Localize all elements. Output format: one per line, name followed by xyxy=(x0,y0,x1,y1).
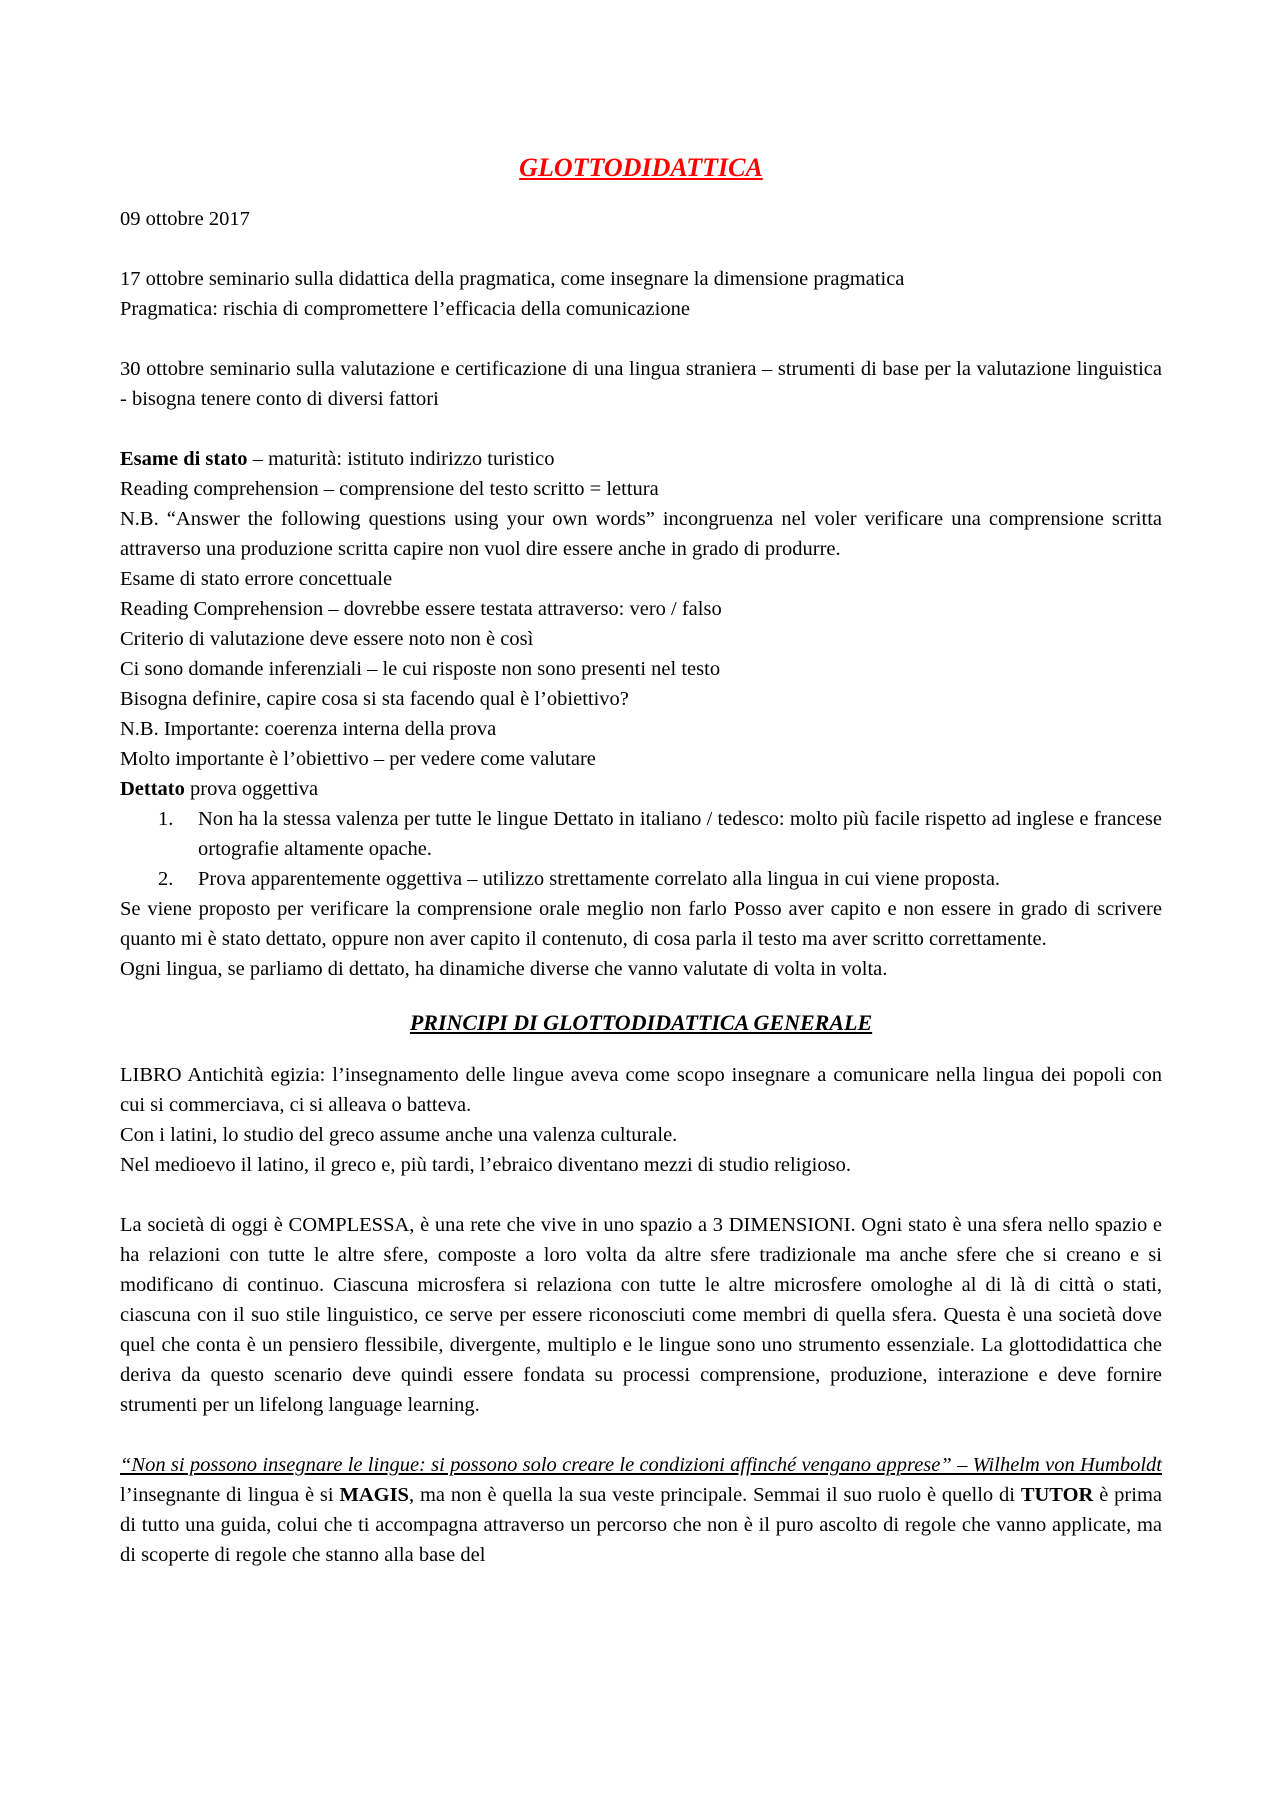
reading-comprehension-2: Reading Comprehension – dovrebbe essere testata attraverso: vero / falso xyxy=(120,598,722,620)
section-title: PRINCIPI DI GLOTTODIDATTICA GENERALE xyxy=(409,1010,873,1035)
tutor-term: TUTOR xyxy=(1020,1484,1094,1506)
esame-di-stato-label: Esame di stato xyxy=(120,448,248,470)
dettato-text: prova oggettiva xyxy=(184,778,319,800)
magis-term: MAGIS xyxy=(339,1484,409,1506)
nb-answer-questions: N.B. “Answer the following questions using your own words” incongruenza nel voler verificare una comprensione scritta attraverso una produzione scritta capire non vuol dire essere anche in grado di produrre. xyxy=(120,508,1162,560)
molto-importante: Molto importante è l’obiettivo – per vedere come valutare xyxy=(120,748,596,770)
seminar-pragmatica: 17 ottobre seminario sulla didattica della pragmatica, come insegnare la dimensione pragmatica xyxy=(120,268,905,290)
esame-errore: Esame di stato errore concettuale xyxy=(120,568,393,590)
list-item xyxy=(120,864,1162,894)
list-number: 1. xyxy=(158,808,174,830)
paragraph-text: , ma non è quella la sua veste principale. Semmai il suo ruolo è quello di xyxy=(408,1484,1021,1506)
dettato-label: Dettato xyxy=(120,778,185,800)
pragmatica-note: Pragmatica: rischia di compromettere l’efficacia della comunicazione xyxy=(120,298,690,320)
document-title: GLOTTODIDATTICA xyxy=(519,153,763,182)
date: 09 ottobre 2017 xyxy=(120,208,250,230)
ogni-lingua: Ogni lingua, se parliamo di dettato, ha dinamiche diverse che vanno valutate di volta in volta. xyxy=(120,958,888,980)
humboldt-quote: “Non si possono insegnare le lingue: si possono solo creare le condizioni affinché vengano apprese” – Wilhelm von Humboldt xyxy=(120,1454,1162,1476)
esame-di-stato-line xyxy=(120,444,1162,474)
criterio-valutazione: Criterio di valutazione deve essere noto non è così xyxy=(120,628,534,650)
se-viene-proposto: Se viene proposto per verificare la comprensione orale meglio non farlo Posso aver capito e non essere in grado di scrivere quanto mi è stato dettato, oppure non aver capito il contenuto, di cosa parla il testo ma aver scritto correttamente. xyxy=(120,898,1162,950)
reading-comprehension-1: Reading comprehension – comprensione del testo scritto = lettura xyxy=(120,478,659,500)
dettato-line xyxy=(120,774,1162,804)
esame-di-stato-text: – maturità: istituto indirizzo turistico xyxy=(247,448,555,470)
list-text: Prova apparentemente oggettiva – utilizzo strettamente correlato alla lingua in cui viene proposta. xyxy=(198,868,1001,890)
list-number: 2. xyxy=(158,868,174,890)
bisogna-definire: Bisogna definire, capire cosa si sta facendo qual è l’obiettivo? xyxy=(120,688,629,710)
paragraph-text: è prima di tutto una guida, colui che ti accompagna attraverso un percorso che non è il puro ascolto di regole che vanno applicate, ma di scoperte di regole che stanno alla base del xyxy=(120,1484,1163,1566)
nb-coerenza: N.B. Importante: coerenza interna della prova xyxy=(120,718,497,740)
societa-paragraph: La società di oggi è COMPLESSA, è una rete che vive in uno spazio a 3 DIMENSIONI. Ogni stato è una sfera nello spazio e ha relazioni con tutte le altre sfere, composte a loro volta da altre sfere tradizionale ma anche sfere che si creano e si modificano di continuo. Ciascuna microsfera si relaziona con tutte le altre microsfere omologhe al di là di città o stati, ciascuna con il suo stile linguistico, ce serve per essere riconosciuti come membri di quella sfera. Questa è una società dove quel che conta è un pensiero flessibile, divergente, multiplo e le lingue sono uno strumento essenziale. La glottodidattica che deriva da questo scenario deve quindi essere fondata su processi comprensione, produzione, interazione e deve fornire strumenti per un lifelong language learning. xyxy=(120,1214,1162,1416)
libro-paragraph: LIBRO Antichità egizia: l’insegnamento delle lingue aveva come scopo insegnare a comunicare nella lingua dei popoli con cui si commerciava, ci si alleava o batteva. xyxy=(120,1064,1162,1116)
list-text: Non ha la stessa valenza per tutte le lingue Dettato in italiano / tedesco: molto più facile rispetto ad inglese e francese ortografie altamente opache. xyxy=(198,808,1162,860)
medioevo-line: Nel medioevo il latino, il greco e, più tardi, l’ebraico diventano mezzi di studio religioso. xyxy=(120,1154,851,1176)
seminar-valutazione: 30 ottobre seminario sulla valutazione e certificazione di una lingua straniera – strumenti di base per la valutazione linguistica - bisogna tenere conto di diversi fattori xyxy=(120,358,1162,410)
humboldt-paragraph xyxy=(120,1450,1162,1570)
list-item xyxy=(120,804,1162,864)
domande-inferenziali: Ci sono domande inferenziali – le cui risposte non sono presenti nel testo xyxy=(120,658,721,680)
dettato-list xyxy=(120,804,1162,894)
latini-line: Con i latini, lo studio del greco assume anche una valenza culturale. xyxy=(120,1124,678,1146)
paragraph-text: l’insegnante di lingua è si xyxy=(120,1484,340,1506)
